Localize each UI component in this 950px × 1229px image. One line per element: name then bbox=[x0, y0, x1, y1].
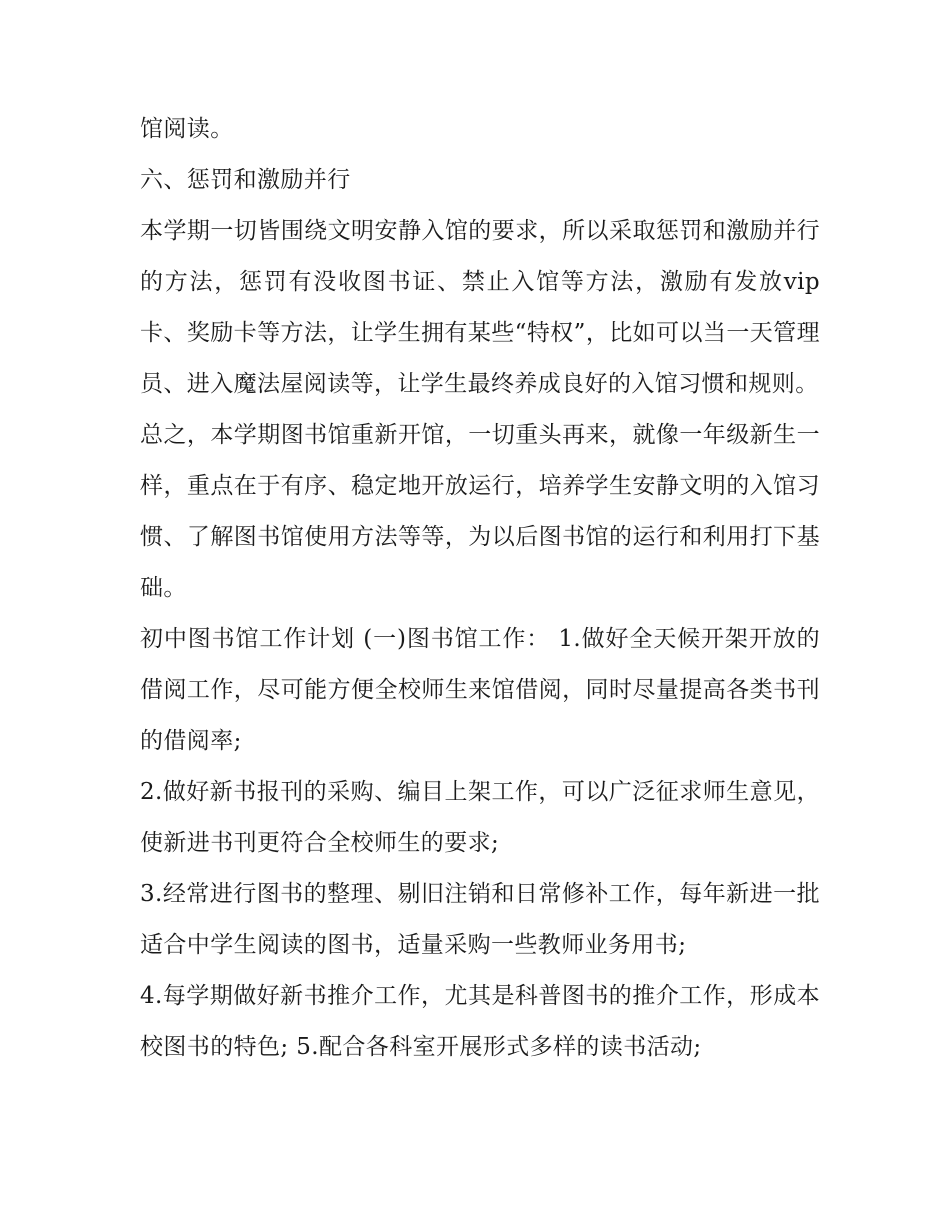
paragraph-continuation: 馆阅读。 bbox=[140, 116, 234, 142]
paragraph-plan-item-2: 2.做好新书报刊的采购、编目上架工作，可以广泛征求师生意见，使新进书刊更符合全校师生的要求; bbox=[140, 779, 820, 856]
paragraph-plan-item-4-5: 4.每学期做好新书推介工作，尤其是科普图书的推介工作，形成本校图书的特色; 5.配合各科室开展形式多样的读书活动; bbox=[140, 983, 820, 1060]
paragraph-plan-item-1: 初中图书馆工作计划 (一)图书馆工作： 1.做好全天候开架开放的借阅工作，尽可能方便全校师生来馆借阅，同时尽量提高各类书刊的借阅率; bbox=[140, 626, 820, 754]
document-body bbox=[140, 104, 820, 1073]
paragraph-summary: 总之，本学期图书馆重新开馆，一切重头再来，就像一年级新生一样，重点在于有序、稳定地开放运行，培养学生安静文明的入馆习惯、了解图书馆使用方法等等，为以后图书馆的运行和利用打下基础。 bbox=[140, 422, 820, 601]
section-heading-punishment-incentive: 六、惩罚和激励并行 bbox=[140, 167, 351, 193]
paragraph-punishment-incentive: 本学期一切皆围绕文明安静入馆的要求，所以采取惩罚和激励并行的方法，惩罚有没收图书证、禁止入馆等方法，激励有发放vip卡、奖励卡等方法，让学生拥有某些“特权”，比如可以当一天管理员、进入魔法屋阅读等，让学生最终养成良好的入馆习惯和规则。 bbox=[140, 218, 820, 397]
paragraph-plan-item-3: 3.经常进行图书的整理、剔旧注销和日常修补工作，每年新进一批适合中学生阅读的图书，适量采购一些教师业务用书; bbox=[140, 881, 820, 958]
